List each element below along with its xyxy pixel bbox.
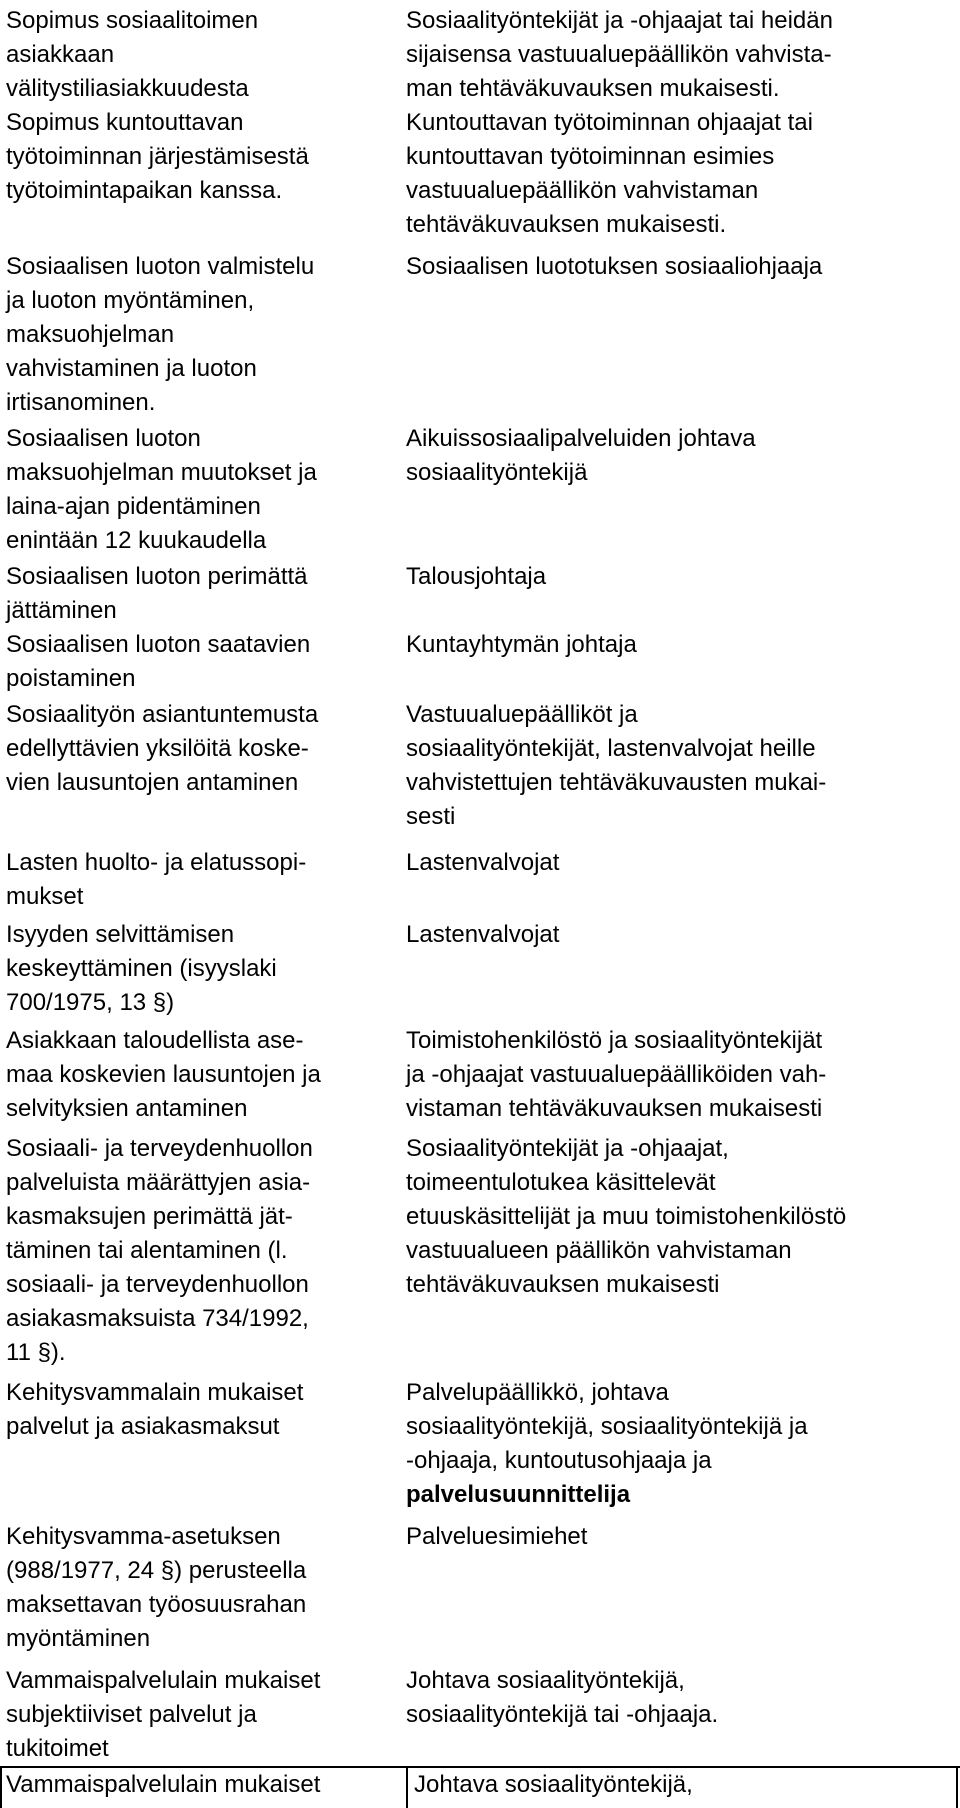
task-cell: Sosiaalityön asiantuntemusta edellyttävien yksilöitä koske- vien lausuntojen antaminen — [6, 701, 319, 796]
task-cell: Kehitysvammalain mukaiset palvelut ja asiakasmaksut — [6, 1379, 304, 1440]
table-border-left — [0, 1766, 2, 1808]
task-cell: Sopimus kuntouttavan työtoiminnan järjestämisestä työtoimintapaikan kanssa. — [6, 109, 309, 204]
task-cell: Kehitysvamma-asetuksen (988/1977, 24 §) perusteella maksettavan työosuusrahan myöntäminen — [6, 1523, 307, 1652]
responsible-cell: Lastenvalvojat — [406, 921, 560, 948]
table-border-top — [0, 1766, 960, 1768]
task-cell: Sosiaalisen luoton saatavien poistaminen — [6, 631, 311, 692]
responsible-cell: Sosiaalisen luototuksen sosiaaliohjaaja — [406, 253, 823, 280]
responsible-cell: Johtava sosiaalityöntekijä, — [414, 1771, 693, 1798]
responsible-cell: Sosiaalityöntekijät ja -ohjaajat tai heidän sijaisensa vastuualuepäällikön vahvista- man tehtäväkuvauksen mukaisesti. — [406, 7, 833, 102]
responsible-text: Palvelupäällikkö, johtava sosiaalityöntekijä, sosiaalityöntekijä ja -ohjaaja, kuntoutusohjaaja ja — [406, 1379, 808, 1474]
task-cell: Sosiaalisen luoton maksuohjelman muutokset ja laina-ajan pidentäminen enintään 12 kuukaudella — [6, 425, 317, 554]
responsible-text-bold: palvelusuunnittelija — [406, 1481, 631, 1508]
table-column-divider — [406, 1766, 408, 1808]
task-cell: Sopimus sosiaalitoimen asiakkaan välitystiliasiakkuudesta — [6, 7, 259, 102]
task-cell: Vammaispalvelulain mukaiset subjektiiviset palvelut ja tukitoimet — [6, 1667, 321, 1762]
responsible-cell: Sosiaalityöntekijät ja -ohjaajat, toimeentulotukea käsittelevät etuuskäsittelijät ja muu toimistohenkilöstö vastuualueen päällikön vahvistaman tehtäväkuvauksen mukaisesti — [406, 1135, 847, 1298]
responsible-cell: Talousjohtaja — [406, 563, 547, 590]
task-cell: Lasten huolto- ja elatussopi- mukset — [6, 849, 307, 910]
responsible-cell: Kuntayhtymän johtaja — [406, 631, 637, 658]
responsible-cell: Kuntouttavan työtoiminnan ohjaajat tai kuntouttavan työtoiminnan esimies vastuualuepäällikön vahvistaman tehtäväkuvauksen mukaisesti. — [406, 109, 813, 238]
responsible-cell: Aikuissosiaalipalveluiden johtava sosiaalityöntekijä — [406, 425, 756, 486]
task-cell: Sosiaalisen luoton valmistelu ja luoton myöntäminen, maksuohjelman vahvistaminen ja luoton irtisanominen. — [6, 253, 315, 416]
table-border-right — [956, 1766, 958, 1808]
responsible-cell: Johtava sosiaalityöntekijä, sosiaalityöntekijä tai -ohjaaja. — [406, 1667, 719, 1728]
task-cell: Sosiaalisen luoton perimättä jättäminen — [6, 563, 308, 624]
task-cell: Isyyden selvittämisen keskeyttäminen (isyyslaki 700/1975, 13 §) — [6, 921, 277, 1016]
task-cell: Asiakkaan taloudellista ase- maa koskevien lausuntojen ja selvityksien antaminen — [6, 1027, 321, 1122]
responsible-cell: Toimistohenkilöstö ja sosiaalityöntekijät ja -ohjaajat vastuualuepäälliköiden vah- vistaman tehtäväkuvauksen mukaisesti — [406, 1027, 827, 1122]
task-cell: Sosiaali- ja terveydenhuollon palveluista määrättyjen asia- kasmaksujen perimättä jät- täminen tai alentaminen (l. sosiaali- ja terveydenhuollon asiakasmaksuista 734/1992, 11 §). — [6, 1135, 313, 1366]
responsible-cell — [406, 1376, 960, 1512]
responsible-cell: Palveluesimiehet — [406, 1523, 588, 1550]
responsible-cell: Lastenvalvojat — [406, 849, 560, 876]
task-cell: Vammaispalvelulain mukaiset — [6, 1771, 321, 1798]
responsible-cell: Vastuualuepäälliköt ja sosiaalityöntekijät, lastenvalvojat heille vahvistettujen tehtäväkuvausten mukai- sesti — [406, 701, 827, 830]
